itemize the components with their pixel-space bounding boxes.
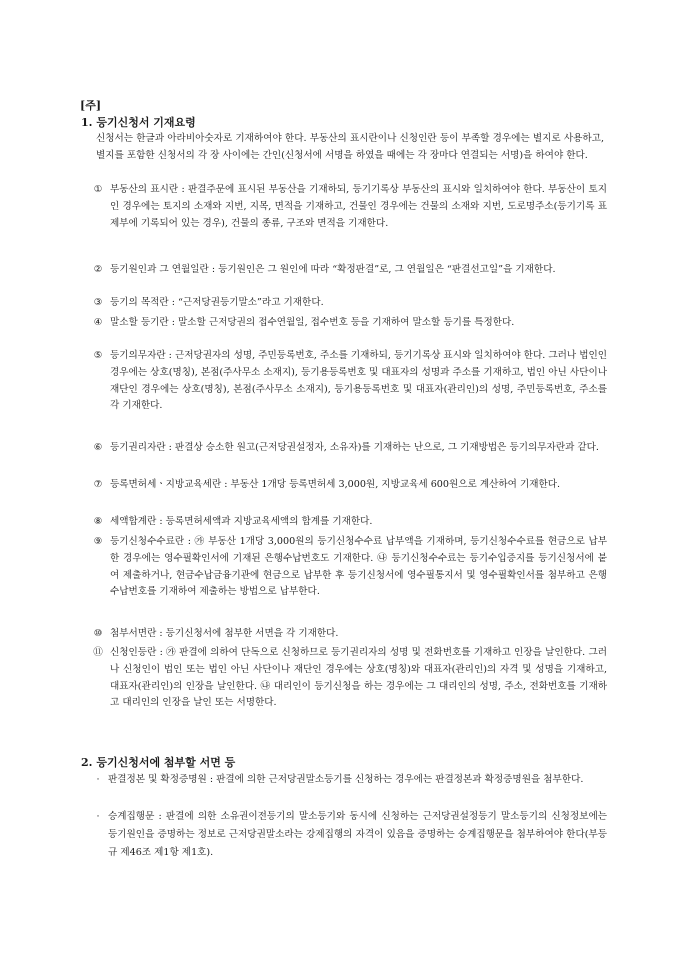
item-number: ⑤ [93, 350, 103, 361]
section-1-title: 1. 등기신청서 기재요령 [81, 116, 196, 129]
list-item [91, 182, 607, 232]
item-text: 부동산의 표시란 : 판결주문에 표시된 부동산을 기재하되, 등기기록상 부동산의 표시와 일치하여야 한다. 부동산이 토지인 경우에는 토지의 소재와 지번, 지목, 면적을 기재하고, 건물인 경우에는 건물의 소재와 지번, 도로명주소(등기기록 표제부에 기록되어 있는 경우), 건물의 종류, 구조와 면적을 기재한다. [110, 184, 607, 229]
list-item [91, 514, 607, 531]
item-text: 판결정본 및 확정증명원 : 판결에 의한 근저당권말소등기를 신청하는 경우에는 판결정본과 확정증명원을 첨부한다. [108, 774, 584, 785]
list-item [91, 645, 607, 712]
item-number: ① [93, 184, 103, 195]
item-number: ⑨ [93, 536, 103, 547]
item-text: 신청인등란 : ㉮ 판결에 의하여 단독으로 신청하므로 등기권리자의 성명 및 전화번호를 기재하고 인장을 날인한다. 그러나 신청인이 법인 또는 법인 아닌 사단이나 재단인 경우에는 상호(명칭)와 대표자(관리인)의 자격 및 성명을 기재하고, 대표자(관리인)의 인장을 날인한다. ㉯ 대리인이 등기신청을 하는 경우에는 그 대리인의 성명, 주소, 전화번호를 기재하고 대리인의 인장을 날인 또는 서명한다. [110, 647, 607, 709]
list-item [94, 771, 607, 789]
item-number: ⑦ [93, 479, 103, 490]
section-2-title: 2. 등기신청서에 첨부할 서면 등 [81, 756, 236, 769]
list-item [91, 477, 607, 494]
list-item [91, 440, 607, 457]
bullet-mark: · [96, 811, 100, 822]
item-text: 등기신청수수료란 : ㉮ 부동산 1개당 3,000원의 등기신청수수료 납부액을 기재하며, 등기신청수수료를 현금으로 납부한 경우에는 영수필확인서에 기재된 은행수납번호도 기재한다. ㉯ 등기신청수수료는 등기수입증지를 등기신청서에 붙여 제출하거나, 현금수납금융기관에 현금으로 납부한 후 등기신청서에 영수필통지서 및 영수필확인서를 첨부하고 은행수납번호를 기재하여 제출하는 방법으로 납부한다. [110, 536, 607, 598]
item-number: ⑥ [93, 442, 103, 453]
item-text: 등기의 목적란 : “근저당권등기말소”라고 기재한다. [110, 297, 324, 308]
note-label: [주] [80, 99, 102, 112]
list-item [91, 348, 607, 415]
item-number: ② [93, 264, 103, 275]
item-text: 등기권리자란 : 판결상 승소한 원고(근저당권설정자, 소유자)를 기재하는 난으로, 그 기재방법은 등기의무자란과 같다. [110, 442, 599, 453]
item-number: ③ [93, 297, 103, 308]
item-text: 등기의무자란 : 근저당권자의 성명, 주민등록번호, 주소를 기재하되, 등기기록상 표시와 일치하여야 한다. 그러나 법인인 경우에는 상호(명칭), 본점(주사무소 소재지), 등기용등록번호 및 대표자의 성명과 주소를 기재하고, 법인 아닌 사단이나 재단인 경우에는 상호(명칭), 본점(주사무소 소재지), 등기용등록번호 및 대표자(관리인)의 성명, 주민등록번호, 주소를 각 기재한다. [110, 350, 607, 412]
item-number: ⑪ [93, 647, 103, 658]
item-text: 등록면허세ㆍ지방교육세란 : 부동산 1개당 등록면허세 3,000원, 지방교육세 600원으로 계산하여 기재한다. [110, 479, 561, 490]
item-text: 말소할 등기란 : 말소할 근저당권의 접수연월일, 접수번호 등을 기재하여 말소할 등기를 특정한다. [110, 317, 515, 328]
list-item [91, 295, 607, 312]
item-number: ④ [93, 317, 103, 328]
item-text: 등기원인과 그 연월일란 : 등기원인은 그 원인에 따라 “확정판결”로, 그 연월일은 “판결선고일”을 기재한다. [110, 264, 556, 275]
item-number: ⑧ [93, 516, 103, 527]
list-item [91, 626, 607, 643]
item-text: 세액합계란 : 등록면허세액과 지방교육세액의 합계를 기재한다. [110, 516, 373, 527]
bullet-mark: · [96, 774, 100, 785]
section-1-intro: 신청서는 한글과 아라비아숫자로 기재하여야 한다. 부동산의 표시란이나 신청인란 등이 부족할 경우에는 별지로 사용하고, 별지를 포함한 신청서의 각 장 사이에는 간인(신청서에 서명을 하였을 때에는 각 장마다 연결되는 서명)을 하여야 한다. [96, 133, 604, 161]
list-item [91, 534, 607, 601]
list-item [94, 808, 607, 863]
item-text: 승계집행문 : 판결에 의한 소유권이전등기의 말소등기와 동시에 신청하는 근저당권설정등기 말소등기의 신청정보에는 등기원인을 증명하는 정보로 근저당권말소라는 강제집행의 자격이 있음을 증명하는 승계집행문을 첨부하여야 한다(부등규 제46조 제1항 제1호). [108, 811, 607, 859]
list-item [91, 315, 607, 332]
list-item [91, 262, 607, 279]
item-text: 첨부서면란 : 등기신청서에 첨부한 서면을 각 기재한다. [110, 628, 339, 639]
item-number: ⑩ [93, 628, 103, 639]
